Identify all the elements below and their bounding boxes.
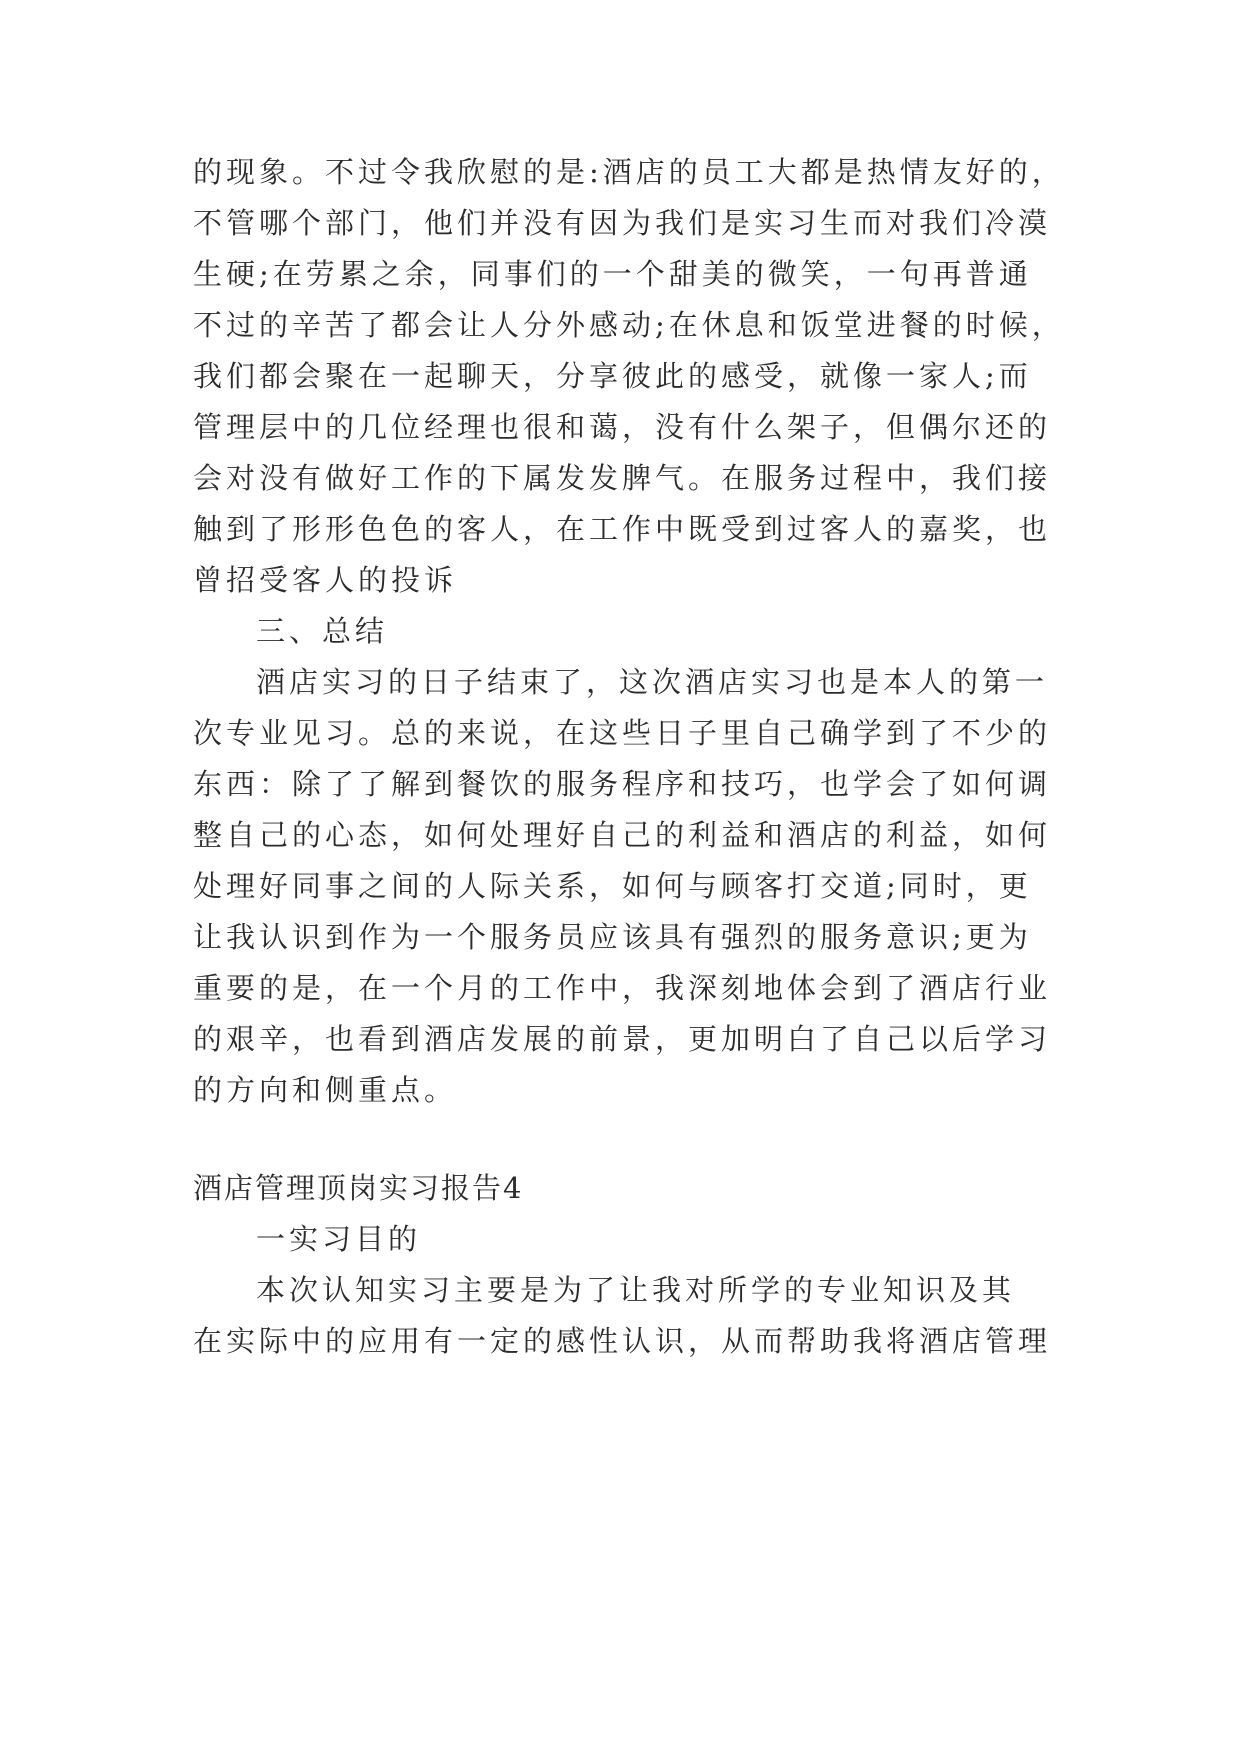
paragraph-line: 生硬;在劳累之余，同事们的一个甜美的微笑，一句再普通: [193, 257, 1032, 291]
paragraph-line: 整自己的心态，如何处理好自己的利益和酒店的利益，如何: [193, 818, 1052, 852]
paragraph-line: 管理层中的几位经理也很和蔼，没有什么架子，但偶尔还的: [193, 410, 1052, 444]
paragraph-line: 本次认知实习主要是为了让我对所学的专业知识及其: [256, 1273, 1016, 1307]
section-heading-purpose: 一实习目的: [256, 1222, 422, 1256]
paragraph-line: 曾招受客人的投诉: [193, 563, 458, 597]
paragraph-line: 不管哪个部门，他们并没有因为我们是实习生而对我们冷漠: [193, 206, 1052, 240]
paragraph-line: 我们都会聚在一起聊天，分享彼此的感受，就像一家人;而: [193, 359, 1032, 393]
paragraph-line: 处理好同事之间的人际关系，如何与顾客打交道;同时，更: [193, 869, 1032, 903]
paragraph-line: 不过的辛苦了都会让人分外感动;在休息和饭堂进餐的时候，: [193, 308, 1065, 342]
paragraph-line: 重要的是，在一个月的工作中，我深刻地体会到了酒店行业: [193, 971, 1052, 1005]
paragraph-line: 的艰辛，也看到酒店发展的前景，更加明白了自己以后学习: [193, 1022, 1052, 1056]
report-title: 酒店管理顶岗实习报告4: [193, 1171, 524, 1205]
paragraph-line: 在实际中的应用有一定的感性认识，从而帮助我将酒店管理: [193, 1324, 1052, 1358]
paragraph-line: 酒店实习的日子结束了，这次酒店实习也是本人的第一: [256, 665, 1049, 699]
paragraph-line: 东西：除了了解到餐饮的服务程序和技巧，也学会了如何调: [193, 767, 1052, 801]
paragraph-line: 的现象。不过令我欣慰的是:酒店的员工大都是热情友好的，: [193, 155, 1065, 189]
paragraph-line: 次专业见习。总的来说，在这些日子里自己确学到了不少的: [193, 716, 1052, 750]
paragraph-line: 的方向和侧重点。: [193, 1073, 458, 1107]
paragraph-line: 会对没有做好工作的下属发发脾气。在服务过程中，我们接: [193, 461, 1052, 495]
section-heading-summary: 三、总结: [256, 614, 389, 648]
paragraph-line: 触到了形形色色的客人，在工作中既受到过客人的嘉奖，也: [193, 512, 1052, 546]
paragraph-line: 让我认识到作为一个服务员应该具有强烈的服务意识;更为: [193, 920, 1032, 954]
